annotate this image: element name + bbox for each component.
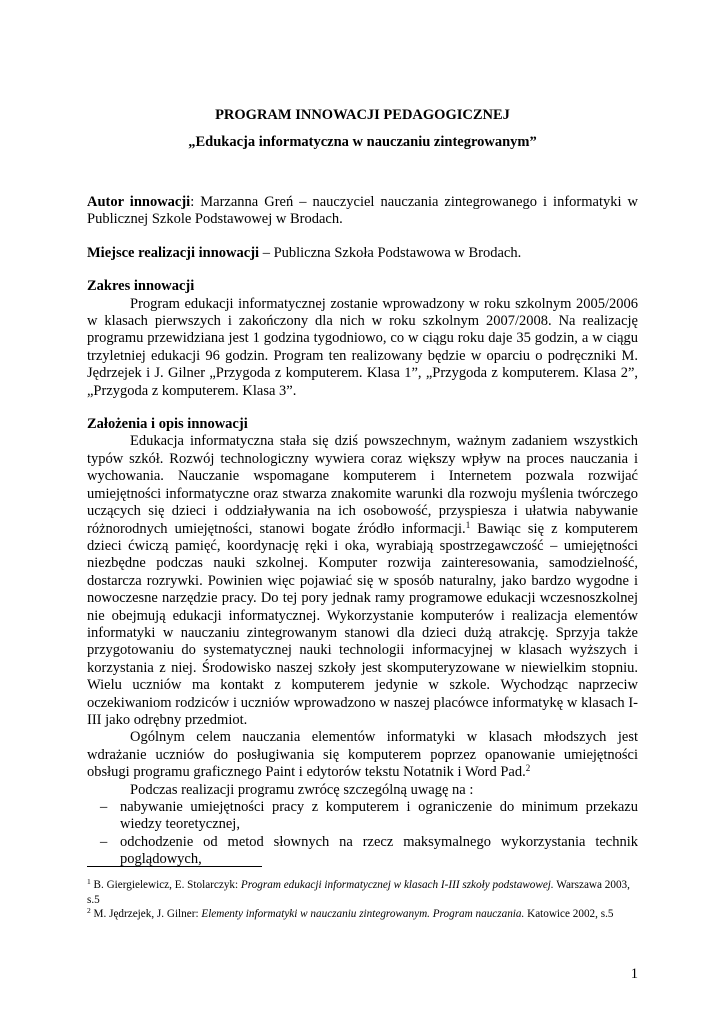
assumptions-paragraph-3: Podczas realizacji programu zwrócę szczególną uwagę na : [130,781,474,798]
footnote-ref-1: 1 [465,519,471,530]
assumptions-heading: Założenia i opis innowacji [87,416,248,433]
assumptions-paragraph-2: Ogólnym celem nauczania elementów informatyki w klasach młodszych jest wdrażanie uczniów do posługiwania się komputerem poprzez opanowanie umiejętności obsługi programu graficznego Paint i edytorów tekstu Notatnik i Word Pad.$^2$ [87,729,638,781]
footnote-ref-2: 2 [525,763,531,774]
author-text: : Marzanna Greń – nauczyciel nauczania zintegrowanego i informatyki w Publicznej Szkole Podstawowej w Brodach. [87,194,638,228]
footnote-1: $^1$ B. Giergielewicz, E. Stolarczyk: Program edukacji informatycznej w klasach I-III szkoły podstawowej. Warszawa 2003, s.5 [87,877,630,906]
footnote-separator [87,866,262,867]
author-paragraph [87,194,638,229]
place-text: – Publiczna Szkoła Podstawowa w Brodach. [259,244,522,261]
assumptions-list [87,799,638,869]
document-subtitle: „Edukacja informatyczna w nauczaniu zintegrowanym” [188,134,537,150]
dash-marker: – [100,799,108,815]
place-paragraph [87,245,638,262]
document-title: PROGRAM INNOWACJI PEDAGOGICZNEJ [215,107,510,123]
author-label: Autor innowacji [87,194,191,210]
scope-paragraph: Program edukacji informatycznej zostanie wprowadzony w roku szkolnym 2005/2006 w klasach pierwszych i zakończony dla nich w roku szkolnym 2007/2008. Na realizację programu przewidziana jest 1 godzina tygodniowo, co w ciągu roku daje 35 godzin, a w ciągu trzyletniej edukacji 96 godzin. Program ten realizowany będzie w oparciu o podręczniki M. Jędrzejek i J. Gilner „Przygoda z komputerem. Klasa 1”, „Przygoda z komputerem. Klasa 2”, „Przygoda z komputerem. Klasa 3”. [87,295,638,399]
footnote-2: $^2$ M. Jędrzejek, J. Gilner: Elementy informatyki w nauczaniu zintegrowanym. Program nauczania. Katowice 2002, s.5 [87,906,614,921]
place-label: Miejsce realizacji innowacji [87,244,260,261]
dash-marker: – [100,833,108,850]
list-item: – odchodzenie od metod słownych na rzecz maksymalnego wykorzystania technik poglądowych, [100,833,638,868]
scope-heading: Zakres innowacji [87,278,195,295]
footnotes [87,878,638,922]
document-body [87,194,638,869]
page-number: 1 [630,966,638,982]
assumptions-paragraph-1: Edukacja informatyczna stała się dziś powszechnym, ważnym zadaniem wszystkich typów szkół. Rozwój technologiczny wywiera coraz większy wpływ na proces nauczania i wychowania. Nauczanie wspomagane komputerem i Internetem pozwala rozwijać umiejętności informatyczne oraz stwarza znakomite warunki dla rozwoju myślenia twórczego uczących się dzieci i oddziaływania na ich osobowość, przyspiesza i ułatwia nabywanie różnorodnych umiejętności, stanowi bogate źródło informacji.$^1$ Bawiąc się z komputerem dzieci ćwiczą pamięć, koordynację ręki i oka, wyrabiają spostrzegawczość – umiejętności niezbędne podczas nauki szkolnej. Komputer rozwija zainteresowania, samodzielność, dostarcza rozrywki. Powinien więc pojawiać się w sposób naturalny, jako bardzo wygodne i nowoczesne narzędzie pracy. Do tej pory jednak ramy programowe edukacji wczesnoszkolnej nie obejmują edukacji informatycznej. Wykorzystanie komputerów i realizacja elementów informatyki w nauczaniu zintegrowanym stanowi dla dzieci dużą atrakcję. Sprzyja także przygotowaniu do systematycznej nauki technologii informacyjnej w klasach wyższych i korzystania z niej. Środowisko naszej szkoły jest skomputeryzowane w niewielkim stopniu. Wielu uczniów ma kontakt z komputerem jedynie w szkole. Wychodząc naprzeciw oczekiwaniom rodziców i uczniów wprowadzono w naszej placówce informatykę w klasach I-III jako odrębny przedmiot. [87,433,638,728]
list-item: – nabywanie umiejętności pracy z komputerem i ograniczenie do minimum przekazu wiedzy teoretycznej, [100,799,638,833]
